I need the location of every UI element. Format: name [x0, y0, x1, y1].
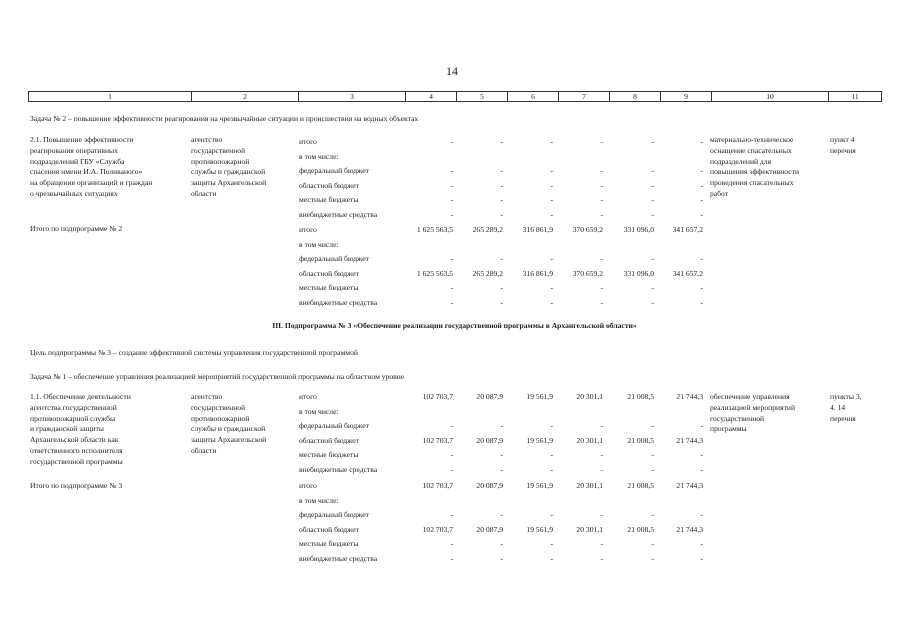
amount-cell: -: [500, 210, 503, 219]
amount-cell: -: [550, 539, 553, 549]
amount-cell: -: [700, 510, 703, 520]
column-number-cell: 7: [559, 92, 610, 102]
column-number-cell: 11: [829, 92, 882, 102]
column-number-cell: 4: [406, 92, 457, 102]
funding-source-label: местные бюджеты: [299, 539, 359, 549]
funding-source-label: федеральный бюджет: [299, 254, 369, 264]
text-line: агентства государственной: [30, 402, 117, 412]
funding-source-label: в том числе:: [299, 495, 339, 505]
text-line: пункты 3,: [830, 392, 862, 401]
text-line: перечня: [830, 145, 856, 155]
text-line: государственной: [191, 402, 246, 412]
text-line: 4. 14: [830, 402, 846, 412]
amount-cell: -: [500, 510, 503, 520]
amount-cell: -: [600, 283, 603, 293]
amount-cell: -: [450, 539, 453, 549]
text-line: противопожарной: [191, 413, 250, 423]
amount-cell: -: [651, 283, 654, 293]
amount-cell: -: [450, 421, 453, 431]
amount-cell: 19 561,9: [526, 435, 553, 445]
amount-cell: -: [600, 554, 603, 563]
funding-source-label: итого: [299, 392, 317, 401]
funding-source-label: внебюджетные средства: [299, 298, 378, 307]
amount-cell: 21 008,5: [627, 524, 654, 534]
amount-cell: 102 703,7: [422, 524, 453, 534]
text-line: программы: [710, 424, 747, 434]
column-number-cell: 2: [192, 92, 299, 102]
amount-cell: -: [700, 137, 703, 146]
amount-cell: -: [500, 421, 503, 431]
amount-cell: -: [500, 465, 503, 474]
text-line: службы и гражданской: [191, 167, 266, 177]
amount-cell: -: [550, 137, 553, 146]
amount-cell: -: [700, 210, 703, 219]
amount-cell: -: [550, 195, 553, 205]
result-cell: [710, 135, 799, 200]
funding-source-label: местные бюджеты: [299, 450, 359, 460]
funding-source-label: областной бюджет: [299, 435, 359, 445]
amount-cell: 331 096,0: [623, 268, 654, 278]
amount-cell: -: [651, 195, 654, 205]
amount-cell: -: [651, 554, 654, 563]
funding-source-label: областной бюджет: [299, 180, 359, 190]
amount-cell: -: [450, 465, 453, 474]
amount-cell: -: [500, 180, 503, 190]
amount-cell: -: [550, 465, 553, 474]
amount-cell: 20 087,9: [476, 392, 503, 401]
column-number-cell: 10: [712, 92, 829, 102]
amount-cell: 316 861,9: [522, 225, 553, 234]
amount-cell: -: [600, 180, 603, 190]
text-line: защиты Архангельской: [191, 178, 267, 188]
funding-source-label: итого: [299, 137, 317, 146]
amount-cell: -: [550, 421, 553, 431]
amount-cell: -: [651, 180, 654, 190]
funding-source-label: итого: [299, 481, 317, 490]
text-line: и гражданской защиты: [30, 424, 104, 434]
activity-name-cell: [30, 135, 152, 200]
text-line: ответственного исполнителя: [30, 445, 123, 455]
amount-cell: -: [550, 180, 553, 190]
column-number-cell: 1: [29, 92, 192, 102]
amount-cell: 341 657,2: [672, 225, 703, 234]
subprogram-3-task-1: Задача № 1 – обеспечение управления реализацией мероприятий государственной программы на областном уровне: [30, 372, 405, 381]
amount-cell: -: [550, 210, 553, 219]
text-line: защиты Архангельской: [191, 435, 267, 445]
amount-cell: -: [700, 298, 703, 307]
text-line: Архангельской области как: [30, 435, 119, 445]
amount-cell: 21 744,3: [676, 524, 703, 534]
funding-source-label: федеральный бюджет: [299, 510, 369, 520]
amount-cell: -: [700, 450, 703, 460]
amount-cell: -: [700, 539, 703, 549]
column-number-cell: 5: [457, 92, 508, 102]
amount-cell: -: [600, 465, 603, 474]
amount-cell: 265 289,2: [472, 268, 503, 278]
amount-cell: -: [450, 195, 453, 205]
amount-cell: -: [651, 254, 654, 264]
amount-cell: 331 096,0: [623, 225, 654, 234]
amount-cell: 20 087,9: [476, 435, 503, 445]
funding-source-label: в том числе:: [299, 239, 339, 249]
amount-cell: -: [450, 210, 453, 219]
amount-cell: -: [651, 465, 654, 474]
funding-source-label: областной бюджет: [299, 524, 359, 534]
amount-cell: 21 744,3: [676, 481, 703, 490]
text-line: области: [191, 445, 217, 455]
amount-cell: -: [550, 510, 553, 520]
amount-cell: -: [550, 554, 553, 563]
amount-cell: -: [550, 450, 553, 460]
text-line: обеспечение управления: [710, 392, 790, 401]
funding-source-label: внебюджетные средства: [299, 210, 378, 219]
amount-cell: -: [550, 283, 553, 293]
amount-cell: -: [700, 166, 703, 176]
amount-cell: -: [500, 450, 503, 460]
amount-cell: -: [450, 554, 453, 563]
amount-cell: -: [651, 166, 654, 176]
text-line: реализацией мероприятий: [710, 402, 796, 412]
funding-source-label: областной бюджет: [299, 268, 359, 278]
amount-cell: -: [700, 554, 703, 563]
funding-source-label: в том числе:: [299, 406, 339, 416]
subprogram-3-title: III. Подпрограмма № 3 «Обеспечение реализации государственной программы в Архангельской области»: [272, 321, 637, 330]
funding-source-label: федеральный бюджет: [299, 421, 369, 431]
text-line: реагирования оперативных: [30, 145, 118, 155]
text-line: о чрезвычайных ситуациях: [30, 188, 118, 198]
amount-cell: 102 703,7: [422, 435, 453, 445]
amount-cell: 1 625 563,5: [416, 225, 453, 234]
amount-cell: 102 703,7: [422, 392, 453, 401]
text-line: оснащение спасательных: [710, 145, 792, 155]
amount-cell: -: [700, 254, 703, 264]
amount-cell: 21 008,5: [627, 481, 654, 490]
amount-cell: 20 087,9: [476, 524, 503, 534]
amount-cell: 265 289,2: [472, 225, 503, 234]
amount-cell: -: [600, 210, 603, 219]
activity-name-cell: [30, 392, 131, 468]
text-line: материально-техническое: [710, 135, 794, 144]
amount-cell: -: [550, 298, 553, 307]
text-line: государственной: [191, 145, 246, 155]
amount-cell: -: [600, 254, 603, 264]
funding-source-label: федеральный бюджет: [299, 166, 369, 176]
amount-cell: 102 703,7: [422, 481, 453, 490]
amount-cell: -: [651, 137, 654, 146]
amount-cell: -: [651, 450, 654, 460]
subprogram-3-goal: Цель подпрограммы № 3 – создание эффективной системы управления государственной программой: [30, 348, 358, 357]
amount-cell: -: [500, 137, 503, 146]
amount-cell: -: [600, 421, 603, 431]
amount-cell: -: [651, 539, 654, 549]
amount-cell: 19 561,9: [526, 392, 553, 401]
amount-cell: -: [700, 195, 703, 205]
executor-cell: [191, 135, 266, 200]
amount-cell: 20 301,1: [576, 435, 603, 445]
amount-cell: -: [600, 166, 603, 176]
text-line: спасения имени И.А. Поливаного»: [30, 167, 143, 177]
amount-cell: 21 744,3: [676, 392, 703, 401]
funding-source-label: внебюджетные средства: [299, 465, 378, 474]
amount-cell: -: [651, 210, 654, 219]
amount-cell: -: [600, 195, 603, 205]
text-line: агентство: [191, 392, 223, 401]
text-line: агентство: [191, 135, 223, 144]
result-cell: [710, 392, 795, 435]
amount-cell: -: [450, 166, 453, 176]
amount-cell: -: [500, 254, 503, 264]
amount-cell: 370 659,2: [572, 225, 603, 234]
task-2-title: Задача № 2 – повышение эффективности реагирования на чрезвычайные ситуации и происшествия на водных объектах: [30, 114, 419, 123]
amount-cell: -: [700, 180, 703, 190]
text-line: 2.1. Повышение эффективности: [30, 135, 134, 144]
amount-cell: -: [500, 298, 503, 307]
amount-cell: -: [500, 554, 503, 563]
column-number-cell: 3: [299, 92, 406, 102]
text-line: подразделений ГБУ «Служба: [30, 156, 125, 166]
amount-cell: 21 008,5: [627, 392, 654, 401]
amount-cell: 20 087,9: [476, 481, 503, 490]
funding-source-label: местные бюджеты: [299, 283, 359, 293]
amount-cell: -: [600, 137, 603, 146]
amount-cell: -: [550, 254, 553, 264]
executor-cell: [191, 392, 266, 457]
funding-source-label: местные бюджеты: [299, 195, 359, 205]
amount-cell: 20 301,1: [576, 481, 603, 490]
text-line: пункт 4: [830, 135, 855, 144]
amount-cell: -: [450, 254, 453, 264]
funding-source-label: в том числе:: [299, 151, 339, 161]
text-line: противопожарной службы: [30, 413, 116, 423]
amount-cell: -: [700, 421, 703, 431]
amount-cell: -: [500, 195, 503, 205]
amount-cell: -: [600, 450, 603, 460]
total-name: Итого по подпрограмме № 3: [30, 481, 123, 490]
amount-cell: 19 561,9: [526, 481, 553, 490]
amount-cell: 341 657,2: [672, 268, 703, 278]
funding-source-label: итого: [299, 225, 317, 234]
amount-cell: -: [450, 180, 453, 190]
text-line: на обращения организаций и граждан: [30, 178, 153, 188]
text-line: повышения эффективности: [710, 167, 800, 177]
amount-cell: 316 861,9: [522, 268, 553, 278]
amount-cell: -: [450, 137, 453, 146]
amount-cell: -: [450, 283, 453, 293]
amount-cell: -: [600, 510, 603, 520]
amount-cell: -: [651, 298, 654, 307]
amount-cell: -: [700, 465, 703, 474]
amount-cell: -: [450, 510, 453, 520]
amount-cell: 370 659,2: [572, 268, 603, 278]
reference-cell: [830, 392, 862, 424]
column-number-cell: 9: [661, 92, 712, 102]
amount-cell: -: [651, 510, 654, 520]
text-line: работ: [710, 188, 729, 198]
text-line: перечня: [830, 413, 856, 423]
text-line: проведения спасательных: [710, 178, 794, 188]
amount-cell: 21 744,3: [676, 435, 703, 445]
column-number-cell: 6: [508, 92, 559, 102]
text-line: государственной программы: [30, 456, 123, 466]
text-line: службы и гражданской: [191, 424, 266, 434]
amount-cell: 19 561,9: [526, 524, 553, 534]
amount-cell: -: [500, 283, 503, 293]
text-line: противопожарной: [191, 156, 250, 166]
amount-cell: -: [500, 166, 503, 176]
amount-cell: 1 625 563,5: [416, 268, 453, 278]
page-number: 14: [446, 64, 458, 78]
total-name: Итого по подпрограмме № 2: [30, 224, 123, 233]
amount-cell: 21 008,5: [627, 435, 654, 445]
reference-cell: [830, 135, 856, 157]
amount-cell: -: [450, 450, 453, 460]
text-line: подразделений для: [710, 156, 772, 166]
amount-cell: -: [600, 539, 603, 549]
text-line: 1.1. Обеспечение деятельности: [30, 392, 131, 401]
amount-cell: -: [450, 298, 453, 307]
amount-cell: -: [700, 283, 703, 293]
text-line: государственной: [710, 413, 765, 423]
column-number-header: [28, 91, 882, 102]
amount-cell: 20 301,1: [576, 392, 603, 401]
amount-cell: -: [500, 539, 503, 549]
column-number-cell: 8: [610, 92, 661, 102]
funding-source-label: внебюджетные средства: [299, 554, 378, 563]
amount-cell: 20 301,1: [576, 524, 603, 534]
amount-cell: -: [600, 298, 603, 307]
amount-cell: -: [550, 166, 553, 176]
text-line: области: [191, 188, 217, 198]
amount-cell: -: [651, 421, 654, 431]
